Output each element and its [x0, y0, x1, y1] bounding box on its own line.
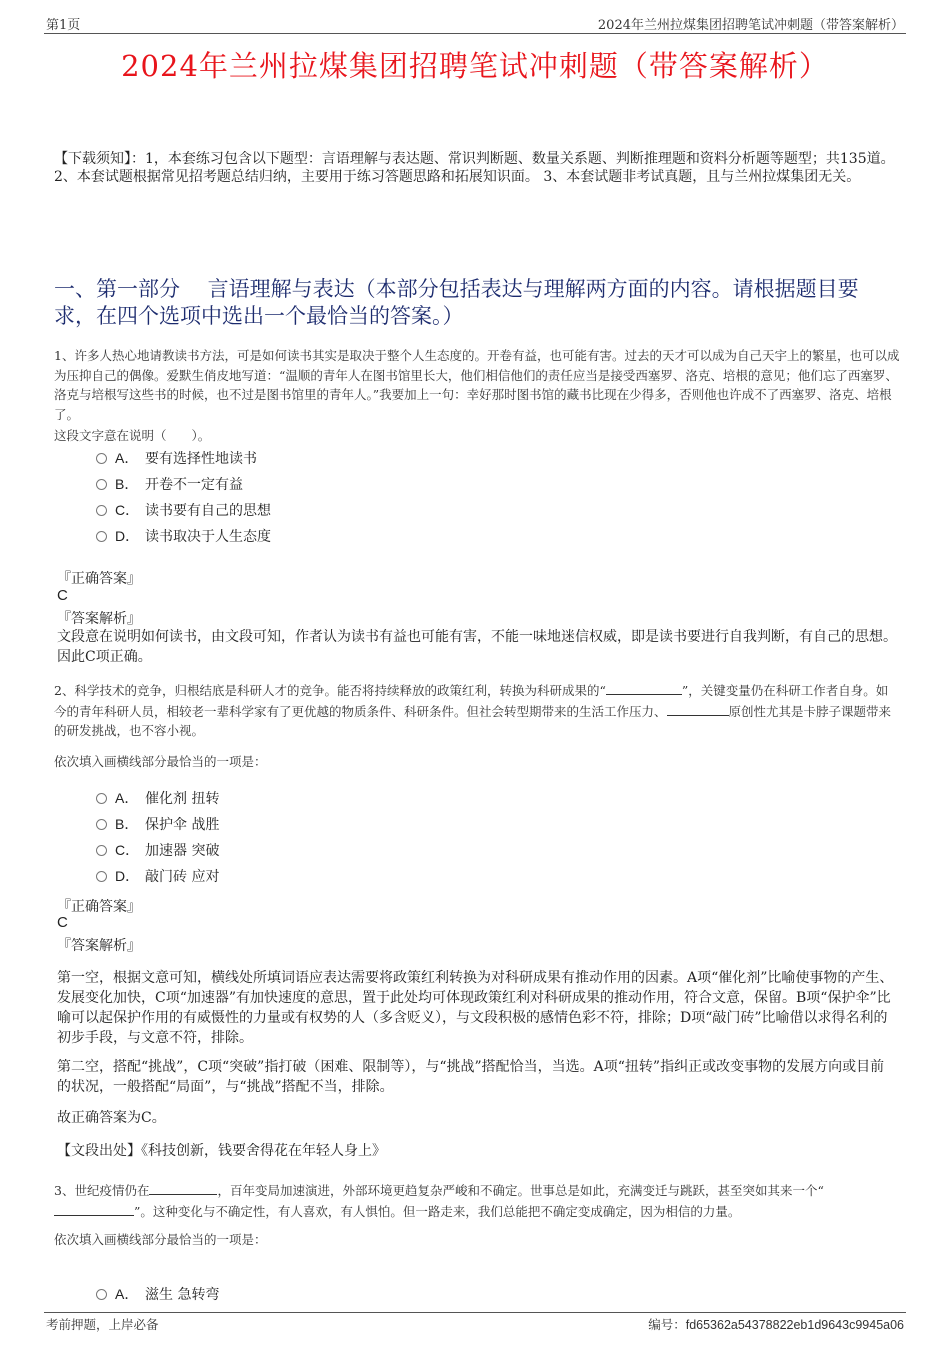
q2-answer-label: 『正确答案』: [57, 899, 141, 915]
radio-icon[interactable]: [96, 845, 107, 856]
footer-rule: [44, 1312, 906, 1313]
q2-option-d[interactable]: D． 敲门砖 应对: [96, 866, 219, 886]
question-1-text: 1、许多人热心地请教读书方法，可是如何读书其实是取决于整个人生态度的。开卷有益，也可能有害。过去的天才可以成为自己天宇上的繁星，也可以成为压抑自己的偶像。爱默生俏皮地写道：“温顺的青年人在图书馆里长大，他们相信他们的责任应当是接受西塞罗、洛克、培根的意见；他们忘了西塞罗、洛克与培根写这些书的时候，也不过是图书馆里的青年人。”我要加上一句：幸好那时图书馆的藏书比现在少得多，否则他也许成不了西塞罗、洛克、培根了。: [54, 348, 900, 422]
question-3-prompt: 依次填入画横线部分最恰当的一项是：: [54, 1232, 267, 1247]
q2-analysis-3: 故正确答案为C。: [57, 1110, 166, 1126]
q1-analysis-label: 『答案解析』: [57, 611, 141, 627]
header-rule: [44, 33, 906, 34]
radio-icon[interactable]: [96, 1289, 107, 1300]
page-number: 第1页: [46, 18, 81, 33]
q2-analysis-label: 『答案解析』: [57, 938, 141, 954]
blank-2: [667, 701, 729, 716]
q3-option-a[interactable]: A． 滋生 急转弯: [96, 1284, 219, 1304]
q1-option-a[interactable]: A． 要有选择性地读书: [96, 448, 257, 468]
blank-1: [149, 1180, 217, 1195]
radio-icon[interactable]: [96, 871, 107, 882]
q2-option-b[interactable]: B． 保护伞 战胜: [96, 814, 219, 834]
radio-icon[interactable]: [96, 453, 107, 464]
question-2-prompt: 依次填入画横线部分最恰当的一项是：: [54, 754, 267, 769]
q1-answer: C: [57, 587, 68, 604]
q1-answer-label: 『正确答案』: [57, 571, 141, 587]
q2-analysis-1: 第一空，根据文意可知，横线处所填词语应表达需要将政策红利转换为对科研成果有推动作用的因素。A项“催化剂”比喻使事物的产生、发展变化加快，C项“加速器”有加快速度的意思，置于此处均可体现政策红利对科研成果的推动作用，符合文意，保留。B项“保护伞”比喻可以起保护作用的有威慑性的力量或有权势的人（多含贬义），与文段积极的感情色彩不符，排除；D项“敲门砖”比喻借以求得名利的初步手段，与文意不符，排除。: [57, 970, 894, 1046]
radio-icon[interactable]: [96, 819, 107, 830]
blank-1: [606, 680, 682, 695]
question-2-text: 2、科学技术的竞争，归根结底是科研人才的竞争。能否将持续释放的政策红利，转换为科研成果的“ ”，关键变量仍在科研工作者自身。如今的青年科研人员，相较老一辈科学家有了更优越的物质条件、科研条件。但社会转型期带来的生活工作压力、 原创性尤其是卡脖子课题带来的研发挑战，也不容小视。: [54, 680, 900, 741]
download-notice: 【下载须知】：1，本套练习包含以下题型：言语理解与表达题、常识判断题、数量关系题、判断推理题和资料分析题等题型；共135道。 2、本套试题根据常见招考题总结归纳，主要用于练习答题思路和拓展知识面。 3、本套试题非考试真题，且与兰州拉煤集团无关。: [54, 151, 895, 185]
radio-icon[interactable]: [96, 505, 107, 516]
footer-code: 编号：fd65362a54378822eb1d9643c9945a06: [648, 1317, 904, 1332]
q2-option-a[interactable]: A． 催化剂 扭转: [96, 788, 219, 808]
page-title: 2024年兰州拉煤集团招聘笔试冲刺题（带答案解析）: [121, 49, 829, 83]
radio-icon[interactable]: [96, 793, 107, 804]
q2-answer: C: [57, 914, 68, 931]
q2-source: 【文段出处】《科技创新，钱要舍得花在年轻人身上》: [57, 1143, 386, 1159]
radio-icon[interactable]: [96, 479, 107, 490]
question-1-prompt: 这段文字意在说明（ ）。: [54, 428, 211, 443]
q2-option-c[interactable]: C． 加速器 突破: [96, 840, 219, 860]
radio-icon[interactable]: [96, 531, 107, 542]
header-doc-title: 2024年兰州拉煤集团招聘笔试冲刺题（带答案解析）: [597, 18, 904, 33]
question-3-text: 3、世纪疫情仍在 ，百年变局加速演进，外部环境更趋复杂严峻和不确定。世事总是如此，充满变迁与跳跃，甚至突如其来一个“”。这种变化与不确定性，有人喜欢，有人惧怕。但一路走来，我们总能把不确定变成确定，因为相信的力量。: [54, 1180, 900, 1221]
q2-analysis-2: 第二空，搭配“挑战”，C项“突破”指打破（困难、限制等），与“挑战”搭配恰当，当选。A项“扭转”指纠正或改变事物的发展方向或目前的状况，一般搭配“局面”，与“挑战”搭配不当，排除。: [57, 1059, 885, 1095]
q1-option-c[interactable]: C． 读书要有自己的思想: [96, 500, 271, 520]
q1-option-d[interactable]: D． 读书取决于人生态度: [96, 526, 271, 546]
section-title: 一、第一部分 言语理解与表达（本部分包括表达与理解两方面的内容。请根据题目要求，在四个选项中选出一个最恰当的答案。）: [54, 277, 859, 328]
footer-slogan: 考前押题，上岸必备: [46, 1317, 159, 1332]
q1-analysis: 文段意在说明如何读书，由文段可知，作者认为读书有益也可能有害，不能一味地迷信权威，即是读书要进行自我判断，有自己的思想。因此C项正确。: [57, 629, 897, 665]
blank-2: [54, 1201, 134, 1216]
q1-option-b[interactable]: B． 开卷不一定有益: [96, 474, 243, 494]
